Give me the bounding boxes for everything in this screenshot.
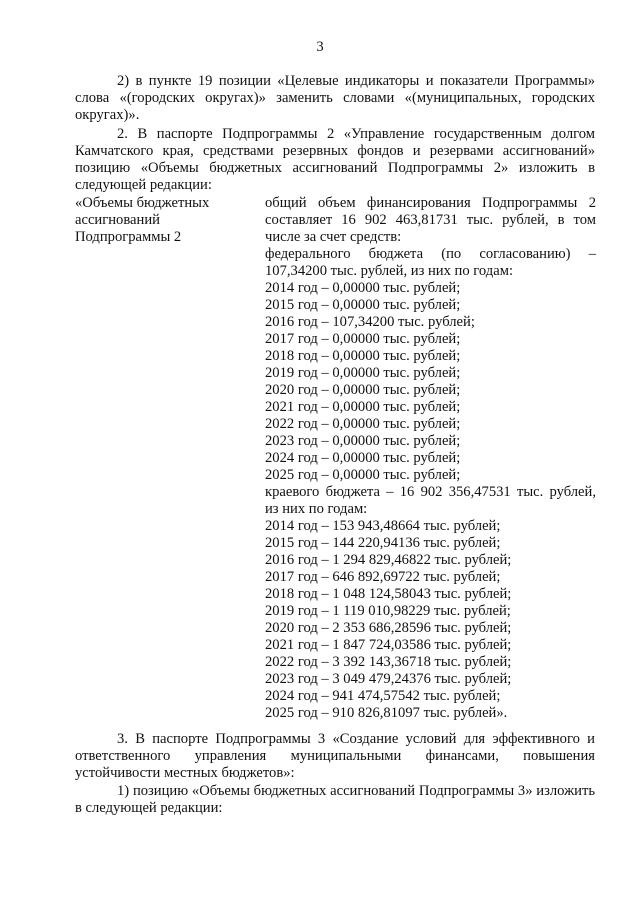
year-amount-line: 2018 год – 0,00000 тыс. рублей;	[265, 348, 461, 364]
year-amount-line: 2025 год – 910 826,81097 тыс. рублей».	[265, 705, 508, 721]
paragraph-text: 2. В паспорте Подпрограммы 2 «Управление государственным долгом Камчатского края, средствами резервных фондов и резервами ассигнований» позицию «Объемы бюджетных ассигнований Подпрограммы 2» изложить в следующей редакции:	[75, 126, 595, 193]
year-amount-line: 2015 год – 144 220,94136 тыс. рублей;	[265, 535, 501, 551]
value-line: составляет 16 902 463,81731 тыс. рублей, в том	[265, 212, 596, 228]
value-line: федерального бюджета (по согласованию) –	[265, 246, 596, 262]
value-line: из них по годам:	[265, 501, 368, 517]
year-amount-line: 2016 год – 1 294 829,46822 тыс. рублей;	[265, 552, 512, 568]
year-amount-line: 2025 год – 0,00000 тыс. рублей;	[265, 467, 461, 483]
federal-total: 107,34200 тыс. рублей, из них по годам:	[265, 263, 514, 279]
regional-total: краевого бюджета – 16 902 356,47531 тыс. рублей,	[265, 484, 596, 500]
year-amount-line: 2019 год – 0,00000 тыс. рублей;	[265, 365, 461, 381]
paragraph-text: 1) позицию «Объемы бюджетных ассигнований Подпрограммы 3» изложить в следующей редакции:	[75, 783, 595, 816]
year-amount-line: 2024 год – 0,00000 тыс. рублей;	[265, 450, 461, 466]
passport-position-value	[265, 195, 596, 722]
label-line: ассигнований	[75, 212, 160, 228]
year-amount-line: 2016 год – 107,34200 тыс. рублей;	[265, 314, 475, 330]
year-amount-line: 2021 год – 0,00000 тыс. рублей;	[265, 399, 461, 415]
passport-position-label	[75, 195, 255, 246]
paragraph-section-3	[75, 731, 595, 782]
label-line: Подпрограммы 2	[75, 229, 182, 245]
year-amount-line: 2022 год – 3 392 143,36718 тыс. рублей;	[265, 654, 512, 670]
year-amount-line: 2017 год – 0,00000 тыс. рублей;	[265, 331, 461, 347]
year-amount-line: 2019 год – 1 119 010,98229 тыс. рублей;	[265, 603, 511, 619]
paragraph-text: 2) в пункте 19 позиции «Целевые индикаторы и показатели Программы» слова «(городских округах)» заменить словами «(муниципальных, городских округах)».	[75, 73, 595, 123]
value-line: числе за счет средств:	[265, 229, 402, 245]
page-number: 3	[316, 39, 324, 55]
paragraph-section-2	[75, 126, 595, 194]
year-amount-line: 2014 год – 153 943,48664 тыс. рублей;	[265, 518, 501, 534]
year-amount-line: 2023 год – 0,00000 тыс. рублей;	[265, 433, 461, 449]
paragraph-item-2	[75, 73, 595, 124]
year-amount-line: 2020 год – 0,00000 тыс. рублей;	[265, 382, 461, 398]
label-line: «Объемы бюджетных	[75, 195, 210, 211]
year-amount-line: 2020 год – 2 353 686,28596 тыс. рублей;	[265, 620, 512, 636]
year-amount-line: 2021 год – 1 847 724,03586 тыс. рублей;	[265, 637, 512, 653]
year-amount-line: 2014 год – 0,00000 тыс. рублей;	[265, 280, 461, 296]
year-amount-line: 2015 год – 0,00000 тыс. рублей;	[265, 297, 461, 313]
value-line: общий объем финансирования Подпрограммы 2	[265, 195, 596, 211]
year-amount-line: 2018 год – 1 048 124,58043 тыс. рублей;	[265, 586, 512, 602]
year-amount-line: 2022 год – 0,00000 тыс. рублей;	[265, 416, 461, 432]
year-amount-line: 2024 год – 941 474,57542 тыс. рублей;	[265, 688, 501, 704]
paragraph-item-1	[75, 783, 595, 817]
year-amount-line: 2017 год – 646 892,69722 тыс. рублей;	[265, 569, 501, 585]
federal-years-list	[265, 280, 596, 484]
paragraph-text: 3. В паспорте Подпрограммы 3 «Создание условий для эффективного и ответственного управления муниципальными финансами, повышения устойчивости местных бюджетов»:	[75, 731, 595, 781]
year-amount-line: 2023 год – 3 049 479,24376 тыс. рублей;	[265, 671, 512, 687]
regional-years-list	[265, 518, 596, 722]
